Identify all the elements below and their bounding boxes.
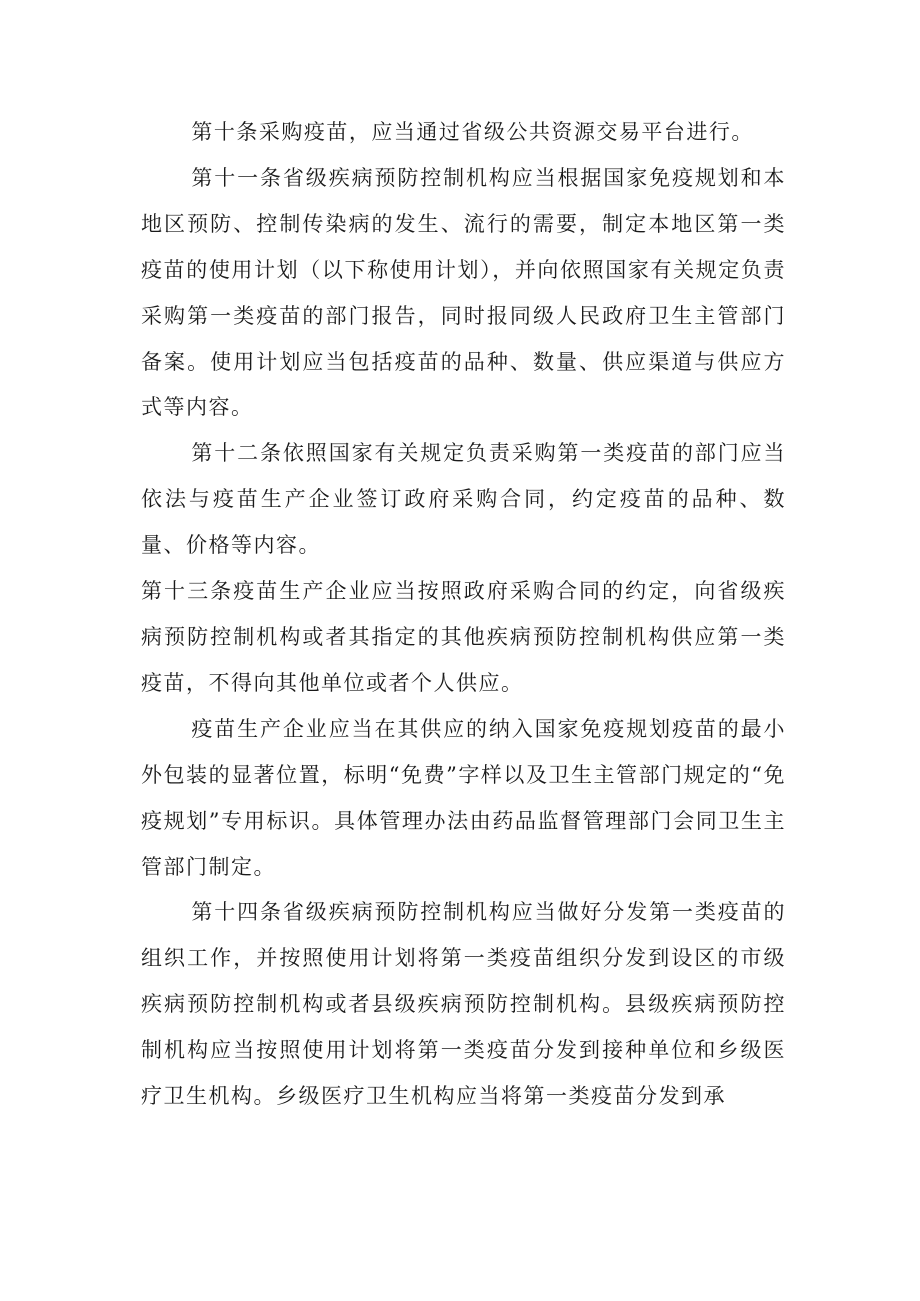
document-body bbox=[141, 110, 786, 1120]
paragraph-article-13-packaging: 疫苗生产企业应当在其供应的纳入国家免疫规划疫苗的最小外包装的显著位置，标明“免费”字样以及卫生主管部门规定的“免疫规划”专用标识。具体管理办法由药品监督管理部门会同卫生主管部门制定。 bbox=[141, 716, 786, 879]
paragraph-article-13: 第十三条疫苗生产企业应当按照政府采购合同的约定，向省级疾病预防控制机构或者其指定的其他疾病预防控制机构供应第一类疫苗，不得向其他单位或者个人供应。 bbox=[141, 579, 786, 695]
paragraph-article-14: 第十四条省级疾病预防控制机构应当做好分发第一类疫苗的组织工作，并按照使用计划将第一类疫苗组织分发到设区的市级疾病预防控制机构或者县级疾病预防控制机构。县级疾病预防控制机构应当按照使用计划将第一类疫苗分发到接种单位和乡级医疗卫生机构。乡级医疗卫生机构应当将第一类疫苗分发到承 bbox=[141, 900, 786, 1109]
paragraph-article-11: 第十一条省级疾病预防控制机构应当根据国家免疫规划和本地区预防、控制传染病的发生、流行的需要，制定本地区第一类疫苗的使用计划（以下称使用计划），并向依照国家有关规定负责采购第一类疫苗的部门报告，同时报同级人民政府卫生主管部门备案。使用计划应当包括疫苗的品种、数量、供应渠道与供应方式等内容。 bbox=[141, 165, 786, 420]
paragraph-article-12: 第十二条依照国家有关规定负责采购第一类疫苗的部门应当依法与疫苗生产企业签订政府采购合同，约定疫苗的品种、数量、价格等内容。 bbox=[141, 441, 786, 558]
paragraph-article-10: 第十条采购疫苗，应当通过省级公共资源交易平台进行。 bbox=[191, 120, 754, 144]
